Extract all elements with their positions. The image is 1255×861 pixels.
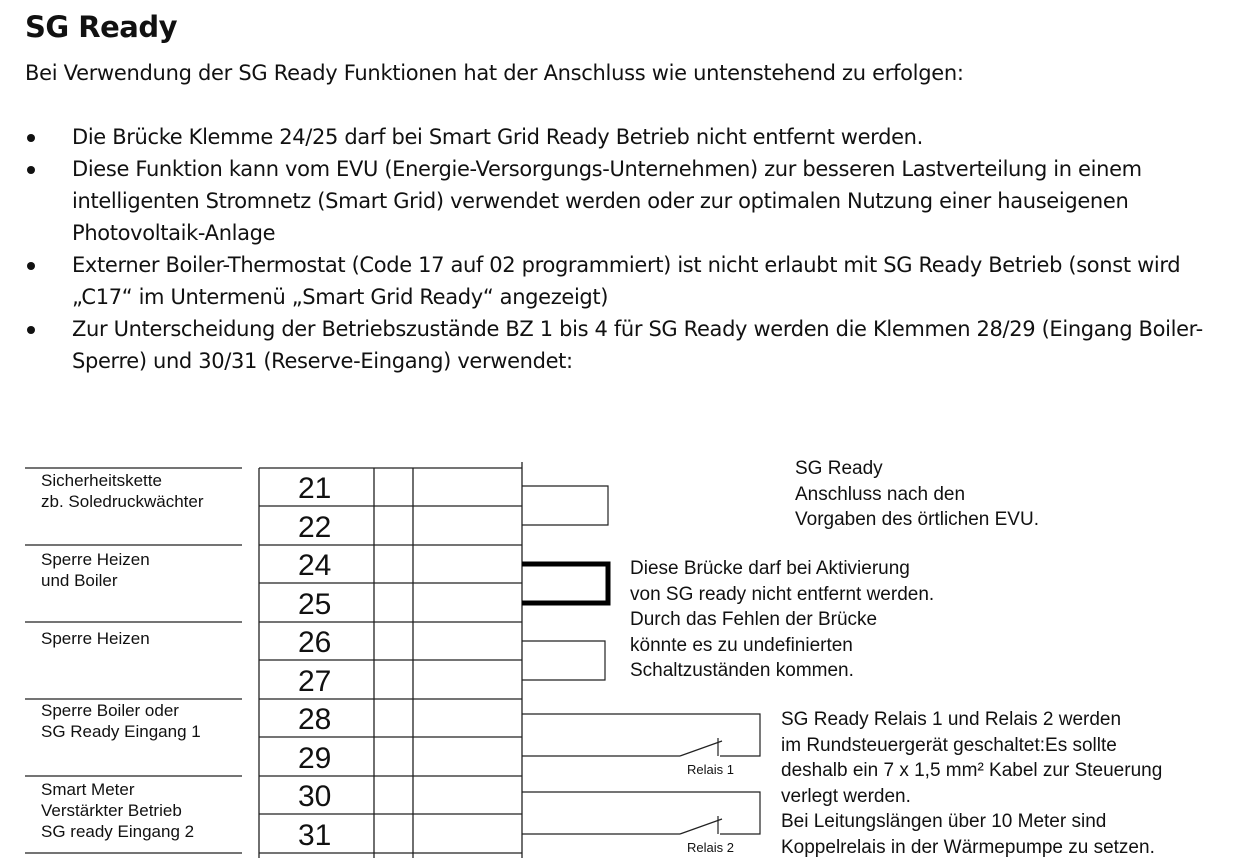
- terminal-30: 30: [298, 780, 332, 813]
- terminal-28: 28: [298, 703, 332, 736]
- bullet-text: Externer Boiler-Thermostat (Code 17 auf 02 programmiert) ist nicht erlaubt mit SG Ready Betrieb (sonst wird „C17“ im Untermenü „Smart Grid Ready“ angezeigt): [72, 253, 1181, 309]
- intro-text: Bei Verwendung der SG Ready Funktionen hat der Anschluss wie untenstehend zu erfolgen:: [25, 61, 964, 85]
- bullet-text: Zur Unterscheidung der Betriebszustände BZ 1 bis 4 für SG Ready werden die Klemmen 28/29 (Eingang Boiler-Sperre) und 30/31 (Reserve-Eingang) verwendet:: [72, 317, 1203, 373]
- bullet-icon: [27, 262, 35, 270]
- terminal-31: 31: [298, 819, 332, 852]
- label-lock-heating: Sperre Heizen: [41, 629, 150, 648]
- terminal-29: 29: [298, 742, 332, 775]
- terminal-21: 21: [298, 472, 332, 505]
- label-safety-chain: Sicherheitskette zb. Soledruckwächter: [41, 471, 204, 511]
- list-item: [25, 121, 1240, 153]
- list-item: [25, 313, 1240, 377]
- terminal-22: 22: [298, 511, 332, 544]
- terminal-27: 27: [298, 665, 332, 698]
- bullet-text: Die Brücke Klemme 24/25 darf bei Smart Grid Ready Betrieb nicht entfernt werden.: [72, 125, 923, 149]
- bullet-text: Diese Funktion kann vom EVU (Energie-Versorgungs-Unternehmen) zur besseren Lastverteilung in einem intelligenten Stromnetz (Smart Grid) verwendet werden oder zur optimalen Nutzung einer hauseigenen Photovoltaik-Anlage: [72, 157, 1142, 245]
- wire-loop-21-22: [522, 486, 608, 525]
- note-relais: SG Ready Relais 1 und Relais 2 werden im Rundsteuergerät geschaltet:Es sollte deshalb ein 7 x 1,5 mm² Kabel zur Steuerung verlegt werden. Bei Leitungslängen über 10 Meter sind Koppelrelais in der Wärmepumpe zu setzen.: [781, 709, 1163, 858]
- relais-1-contact: [522, 714, 760, 756]
- bullet-icon: [27, 166, 35, 174]
- terminal-26: 26: [298, 626, 332, 659]
- bullet-icon: [27, 134, 35, 142]
- list-item: [25, 249, 1240, 313]
- label-lock-boiler-sg1: Sperre Boiler oder SG Ready Eingang 1: [41, 701, 201, 741]
- note-sg-ready: SG Ready Anschluss nach den Vorgaben des örtlichen EVU.: [795, 458, 1039, 530]
- bullet-list: [25, 121, 1240, 377]
- page-title: SG Ready: [25, 10, 178, 44]
- bridge-24-25: [522, 564, 608, 603]
- bullet-icon: [27, 326, 35, 334]
- relais-2-contact: [522, 792, 760, 834]
- list-item: [25, 153, 1240, 249]
- wire-loop-26-27: [522, 641, 605, 680]
- terminal-25: 25: [298, 588, 332, 621]
- label-lock-heating-boiler: Sperre Heizen und Boiler: [41, 550, 150, 590]
- terminal-24: 24: [298, 549, 332, 582]
- wiring-diagram: [0, 440, 1255, 861]
- label-relais-1: Relais 1: [687, 762, 734, 777]
- note-bridge: Diese Brücke darf bei Aktivierung von SG ready nicht entfernt werden. Durch das Fehlen der Brücke könnte es zu undefinierten Schaltzuständen kommen.: [630, 558, 935, 681]
- label-relais-2: Relais 2: [687, 840, 734, 855]
- label-smart-meter-sg2: Smart Meter Verstärkter Betrieb SG ready Eingang 2: [41, 780, 195, 841]
